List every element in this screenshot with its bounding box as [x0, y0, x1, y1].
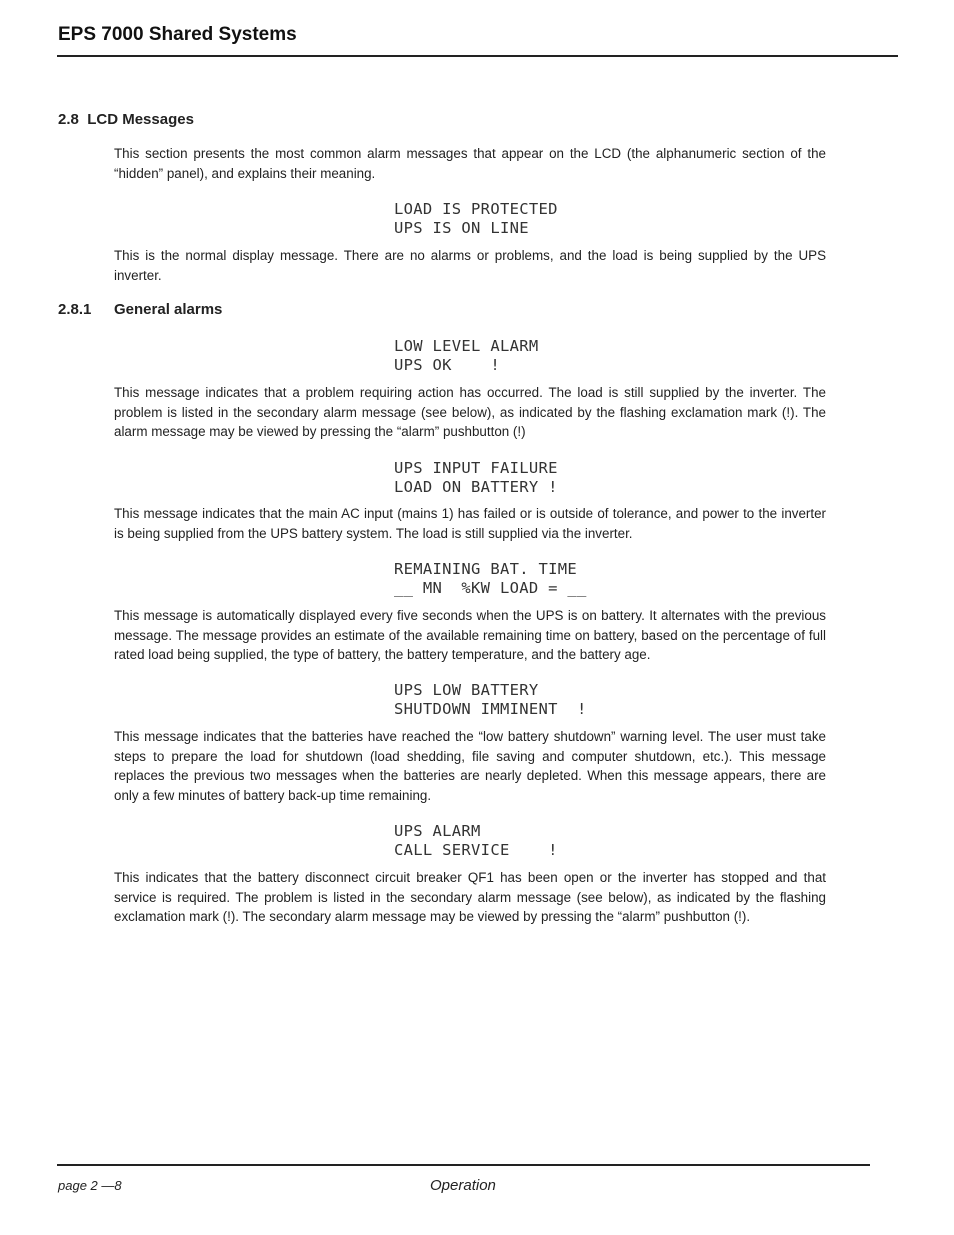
lcd-message-ups-alarm	[394, 822, 558, 860]
lcd-message-input-failure	[394, 459, 558, 497]
lcd-line: __ MN %KW LOAD = __	[394, 579, 587, 597]
subsection-number: 2.8.1	[58, 301, 92, 318]
footer-rule	[57, 1164, 870, 1166]
alarm-description: This indicates that the battery disconnect circuit breaker QF1 has been open or the inverter has stopped and that service is required. The problem is listed in the secondary alarm message (see below), as indicated by the flashing exclamation mark (!). The secondary alarm message may be viewed by pressing the “alarm” pushbutton (!).	[114, 870, 826, 925]
chapter-name: Operation	[430, 1177, 496, 1194]
section-title: LCD Messages	[87, 111, 194, 128]
subsection-title: General alarms	[114, 301, 223, 318]
lcd-line: LOAD ON BATTERY !	[394, 478, 558, 496]
alarm-description: This message indicates that the batteries have reached the “low battery shutdown” warning level. The user must take steps to prepare the load for shutdown (load shedding, file saving and computer shutdown, etc.). This message replaces the previous two messages when the batteries are nearly depleted. When this message appears, there are only a few minutes of battery back-up time remaining.	[114, 729, 826, 803]
section-intro: This section presents the most common alarm messages that appear on the LCD (the alphanumeric section of the “hidden” panel), and explains their meaning.	[114, 146, 826, 181]
lcd-line: REMAINING BAT. TIME	[394, 560, 578, 578]
lcd-message-low-battery	[394, 681, 587, 719]
lcd-message-low-level-alarm	[394, 337, 538, 375]
section-number: 2.8	[58, 111, 79, 128]
alarm-description: This message is automatically displayed every five seconds when the UPS is on battery. It alternates with the previous message. The message provides an estimate of the available remaining time on battery, based on the percentage of full rated load being supplied, the type of battery, the battery temperature, and the battery age.	[114, 608, 826, 663]
lcd-line: UPS ALARM	[394, 822, 481, 840]
lcd-line: LOW LEVEL ALARM	[394, 337, 539, 355]
lcd-line: SHUTDOWN IMMINENT !	[394, 700, 587, 718]
normal-message-description: This is the normal display message. There are no alarms or problems, and the load is being supplied by the UPS inverter.	[114, 248, 826, 283]
header-rule	[57, 55, 898, 57]
lcd-message-remaining-battery	[394, 560, 587, 598]
lcd-line: UPS OK !	[394, 356, 500, 374]
lcd-line: LOAD IS PROTECTED	[394, 200, 558, 218]
document-title: EPS 7000 Shared Systems	[58, 24, 297, 45]
lcd-line: UPS LOW BATTERY	[394, 681, 539, 699]
lcd-line: CALL SERVICE !	[394, 841, 558, 859]
lcd-message-normal	[394, 200, 558, 238]
page-number: page 2 —8	[58, 1178, 122, 1193]
lcd-line: UPS IS ON LINE	[394, 219, 529, 237]
alarm-description: This message indicates that a problem requiring action has occurred. The load is still supplied by the inverter. The problem is listed in the secondary alarm message (see below), as indicated by the flashing exclamation mark (!). The alarm message may be viewed by pressing the “alarm” pushbutton (!)	[114, 385, 826, 440]
section-heading	[58, 111, 194, 128]
subsection-heading	[58, 301, 223, 318]
alarm-description: This message indicates that the main AC input (mains 1) has failed or is outside of tolerance, and power to the inverter is being supplied from the UPS battery system. The load is still supplied via the inverter.	[114, 506, 826, 541]
lcd-line: UPS INPUT FAILURE	[394, 459, 558, 477]
